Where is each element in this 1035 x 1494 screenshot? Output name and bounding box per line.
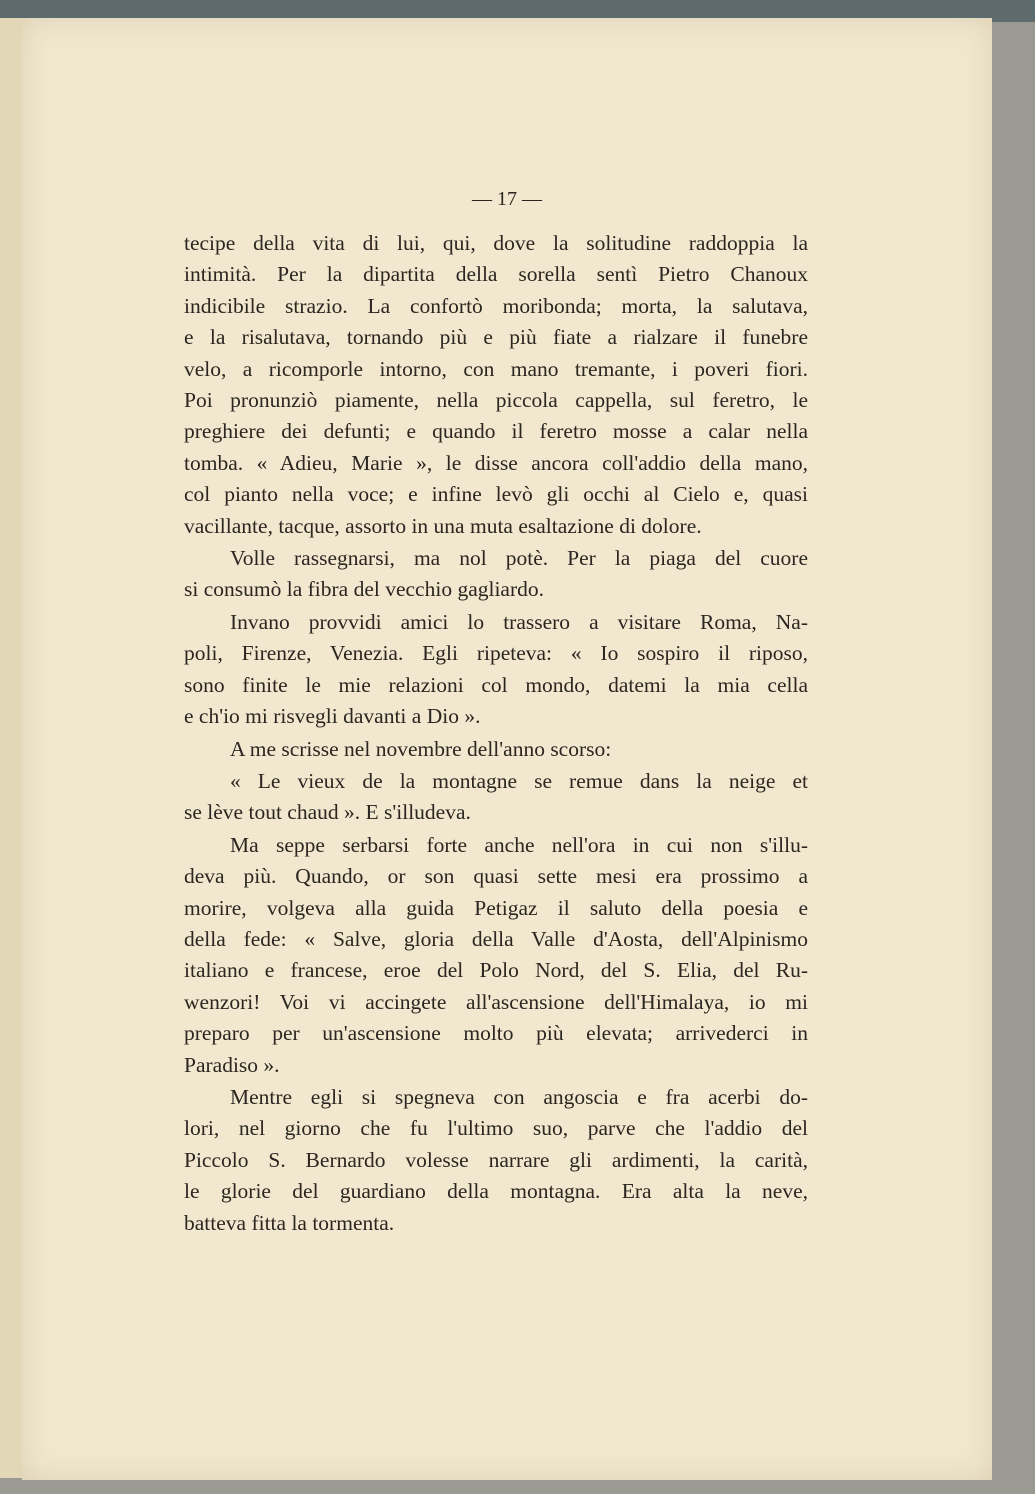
text-line: batteva fitta la tormenta. [184,1210,395,1235]
text-line: velo, a ricomporle intorno, con mano tremante, i poveri fiori. [184,356,808,381]
text-line: Paradiso ». [184,1052,280,1077]
paragraph [184,734,808,765]
text-line: Piccolo S. Bernardo volesse narrare gli ardimenti, la carità, [184,1147,808,1172]
text-line: se lève tout chaud ». E s'illudeva. [184,800,471,825]
paragraph [184,766,808,829]
text-line: preparo per un'ascensione molto più elevata; arrivederci in [184,1021,808,1046]
text-line: deva più. Quando, or son quasi sette mesi era prossimo a [184,864,808,889]
body-text [184,228,808,1240]
text-line: morire, volgeva alla guida Petigaz il saluto della poesia e [184,895,808,920]
text-line: lori, nel giorno che fu l'ultimo suo, parve che l'addio del [184,1116,808,1141]
paragraph [184,1082,808,1239]
text-line: Ma seppe serbarsi forte anche nell'ora in cui non s'illu- [230,832,808,857]
text-line: e ch'io mi risvegli davanti a Dio ». [184,704,481,729]
text-line: le glorie del guardiano della montagna. Era alta la neve, [184,1179,808,1204]
text-line: poli, Firenze, Venezia. Egli ripeteva: « Io sospiro il riposo, [184,641,808,666]
text-line: italiano e francese, eroe del Polo Nord, del S. Elia, del Ru- [184,958,808,983]
paragraph [184,543,808,606]
text-line: wenzori! Voi vi accingete all'ascensione dell'Himalaya, io mi [184,989,808,1014]
text-line: Mentre egli si spegneva con angoscia e fra acerbi do- [230,1084,808,1109]
text-line: A me scrisse nel novembre dell'anno scorso: [230,736,612,761]
text-line: della fede: « Salve, gloria della Valle d'Aosta, dell'Alpinismo [184,926,808,951]
text-line: indicibile strazio. La confortò moribonda; morta, la salutava, [184,293,808,318]
facing-page-edge [0,18,23,1478]
text-line: intimità. Per la dipartita della sorella sentì Pietro Chanoux [184,262,808,287]
text-line: sono finite le mie relazioni col mondo, datemi la mia cella [184,672,808,697]
text-line: si consumò la fibra del vecchio gagliardo. [184,577,545,602]
paragraph [184,607,808,733]
text-line: tecipe della vita di lui, qui, dove la solitudine raddoppia la [184,231,808,255]
book-page [22,18,992,1480]
text-line: vacillante, tacque, assorto in una muta esaltazione di dolore. [184,513,702,538]
text-line: col pianto nella voce; e infine levò gli occhi al Cielo e, quasi [184,482,808,507]
text-line: tomba. « Adieu, Marie », le disse ancora coll'addio della mano, [184,450,808,475]
text-line: « Le vieux de la montagne se remue dans la neige et [230,768,808,793]
text-line: Invano provvidi amici lo trassero a visitare Roma, Na- [230,609,808,634]
text-line: Volle rassegnarsi, ma nol potè. Per la piaga del cuore [230,546,808,571]
page-number: — 17 — [472,188,542,210]
text-line: e la risalutava, tornando più e più fiate a rialzare il funebre [184,325,808,350]
paragraph [184,228,808,542]
text-line: Poi pronunziò piamente, nella piccola cappella, sul feretro, le [184,388,808,413]
paragraph [184,830,808,1081]
text-line: preghiere dei defunti; e quando il feretro mosse a calar nella [184,419,808,444]
